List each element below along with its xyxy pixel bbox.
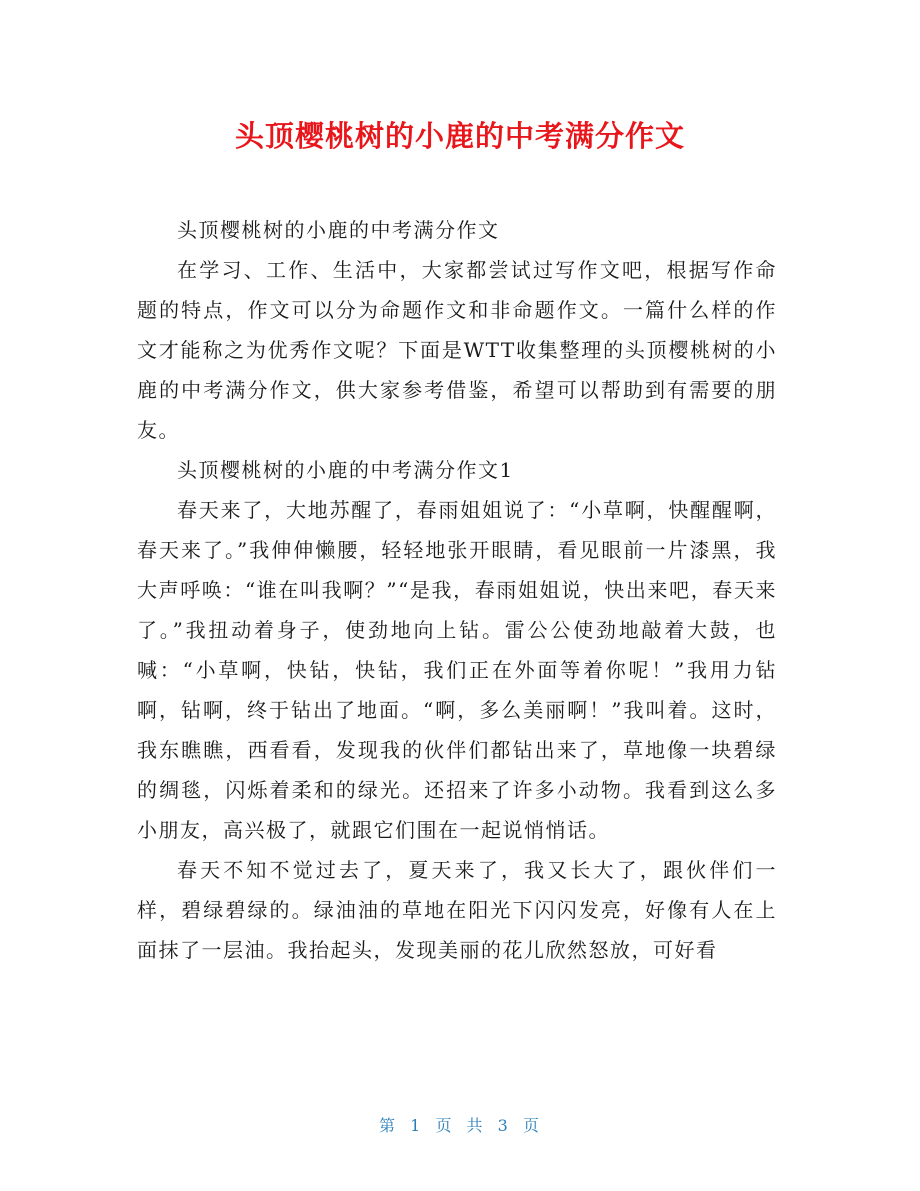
paragraph-intro: 在学习、工作、生活中，大家都尝试过写作文吧，根据写作命题的特点，作文可以分为命题作文和非命题作文。一篇什么样的作文才能称之为优秀作文呢？下面是WTT收集整理的头顶樱桃树的小鹿的中考满分作文，供大家参考借鉴，希望可以帮助到有需要的朋友。 (137, 258, 777, 442)
document-body (137, 210, 777, 970)
footer-current-page: 1 (410, 1116, 423, 1135)
footer-total-label: 共 (466, 1116, 485, 1135)
paragraph-subtitle: 头顶樱桃树的小鹿的中考满分作文 (177, 218, 500, 242)
footer-page-unit: 页 (435, 1116, 454, 1135)
page-title: 头顶樱桃树的小鹿的中考满分作文 (234, 119, 685, 153)
footer-prefix: 第 (379, 1116, 398, 1135)
page-footer (0, 1113, 920, 1139)
paragraph-section-heading: 头顶樱桃树的小鹿的中考满分作文1 (177, 458, 514, 482)
footer-total-pages: 3 (497, 1116, 510, 1135)
paragraph-spring: 春天来了，大地苏醒了，春雨姐姐说了：“小草啊，快醒醒啊，春天来了。”我伸伸懒腰，轻轻地张开眼睛，看见眼前一片漆黑，我大声呼唤：“谁在叫我啊？”“是我，春雨姐姐说，快出来吧，春天来了。”我扭动着身子，使劲地向上钻。雷公公使劲地敲着大鼓，也喊：“小草啊，快钻，快钻，我们正在外面等着你呢！”我用力钻啊，钻啊，终于钻出了地面。“啊，多么美丽啊！”我叫着。这时，我东瞧瞧，西看看，发现我的伙伴们都钻出来了，草地像一块碧绿的绸毯，闪烁着柔和的绿光。还招来了许多小动物。我看到这么多小朋友，高兴极了，就跟它们围在一起说悄悄话。 (137, 498, 777, 842)
paragraph-summer: 春天不知不觉过去了，夏天来了，我又长大了，跟伙伴们一样，碧绿碧绿的。绿油油的草地在阳光下闪闪发亮，好像有人在上面抹了一层油。我抬起头，发现美丽的花儿欣然怒放，可好看 (137, 858, 777, 962)
footer-suffix: 页 (522, 1116, 541, 1135)
